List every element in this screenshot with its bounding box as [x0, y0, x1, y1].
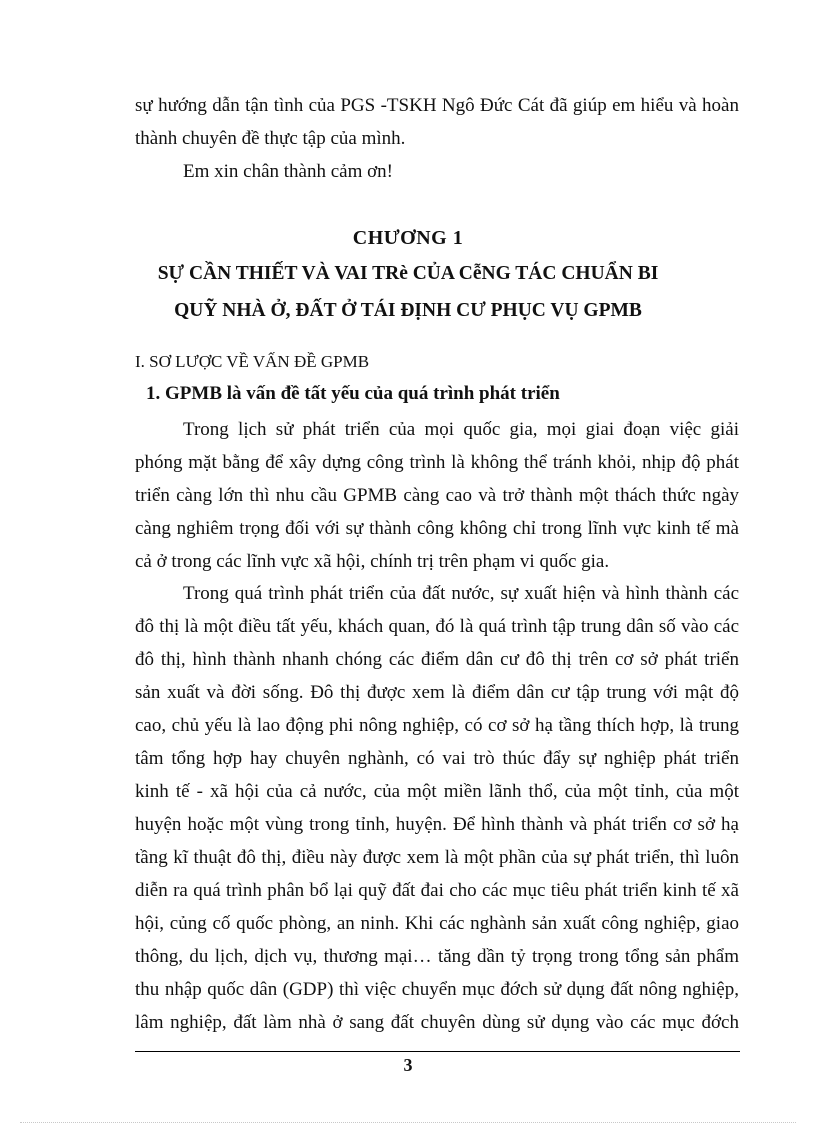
paragraph-line: huyện hoặc một vùng trong tỉnh, huyện. Để hình thành và phát triển cơ sở hạ [135, 814, 739, 835]
footer-rule [135, 1051, 740, 1052]
paragraph-line: diễn ra quá trình phân bổ lại quỹ đất đai cho các mục tiêu phát triển kinh tế xã [135, 880, 739, 901]
intro-line-1: sự hướng dẫn tận tình của PGS -TSKH Ngô Đức Cát đã giúp em hiểu và hoàn [135, 95, 739, 116]
paragraph-line: Trong quá trình phát triển của đất nước, sự xuất hiện và hình thành các [183, 583, 739, 604]
paragraph-line: thu nhập quốc dân (GDP) thì việc chuyển mục đớch sử dụng đất nông nghiệp, [135, 979, 739, 1000]
paragraph-line: hội, củng cố quốc phòng, an ninh. Khi các nghành sản xuất công nghiệp, giao [135, 913, 739, 934]
chapter-title-line-2: QUỸ NHÀ Ở, ĐẤT Ở TÁI ĐỊNH CƯ PHỤC VỤ GPMB [174, 300, 642, 321]
paragraph-line: cả ở trong các lĩnh vực xã hội, chính trị trên phạm vi quốc gia. [135, 551, 610, 572]
paragraph-line: đô thị là một điều tất yếu, khách quan, đó là quá trình tập trung dân số vào các [135, 616, 739, 637]
chapter-number: CHƯƠNG 1 [352, 227, 464, 249]
paragraph-line: tầng kĩ thuật đô thị, điều này được xem là một phần của sự phát triển, thì luôn [135, 847, 739, 868]
paragraph-line: thông, du lịch, dịch vụ, thương mại… tăng dần tỷ trọng trong tổng sản phẩm [135, 946, 739, 967]
paragraph-line: kinh tế - xã hội của cả nước, của một miền lãnh thổ, của một tỉnh, của một [135, 781, 739, 802]
page-number: 3 [403, 1055, 413, 1075]
thanks-line: Em xin chân thành cảm ơn! [183, 161, 394, 182]
section-heading: I. SƠ LƯỢC VỀ VẤN ĐỀ GPMB [135, 352, 370, 371]
paragraph-line: tâm tổng hợp hay chuyên nghành, có vai trò thúc đẩy sự nghiệp phát triển [135, 748, 739, 769]
subsection-heading: 1. GPMB là vấn đề tất yếu của quá trình phát triển [146, 383, 560, 404]
paragraph-line: triển càng lớn thì nhu cầu GPMB càng cao và trở thành một thách thức ngày [135, 485, 739, 506]
paragraph-line: sản xuất và đời sống. Đô thị được xem là điểm dân cư tập trung với mật độ [135, 682, 739, 703]
paragraph-line: Trong lịch sử phát triển của mọi quốc gia, mọi giai đoạn việc giải [183, 419, 739, 440]
paragraph-line: đô thị, hình thành nhanh chóng các điểm dân cư đô thị trên cơ sở phát triển [135, 649, 739, 670]
chapter-title-line-1: SỰ CẦN THIẾT VÀ VAI TRè CỦA CễNG TÁC CHUẨN BI [157, 263, 659, 284]
paragraph-line: phóng mặt bằng để xây dựng công trình là không thể tránh khỏi, nhịp độ phát [135, 452, 739, 473]
paragraph-line: càng nghiêm trọng đối với sự thành công không chỉ trong lĩnh vực kinh tế mà [135, 518, 739, 539]
paragraph-line: cao, chủ yếu là lao động phi nông nghiệp, có cơ sở hạ tầng thích hợp, là trung [135, 715, 739, 736]
intro-line-2: thành chuyên đề thực tập của mình. [135, 128, 406, 149]
paragraph-line: lâm nghiệp, đất làm nhà ở sang đất chuyên dùng sử dụng vào các mục đớch [135, 1012, 739, 1033]
